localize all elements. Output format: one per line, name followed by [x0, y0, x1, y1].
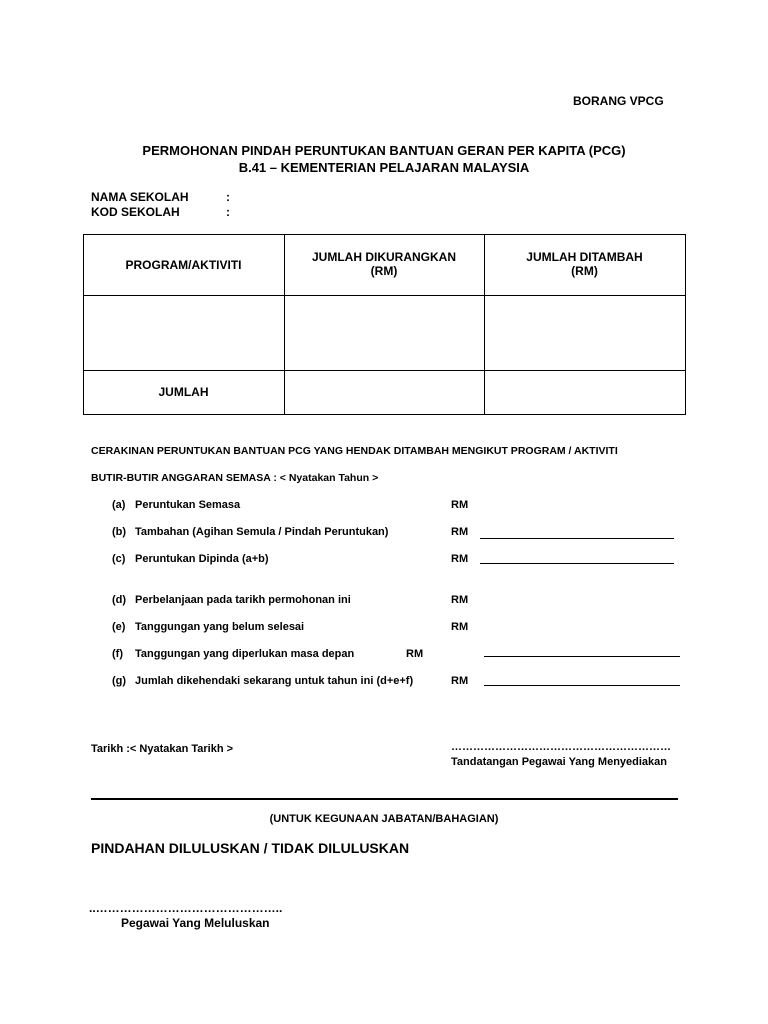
- item-amount-line: [480, 563, 674, 564]
- item-label: Peruntukan Dipinda (a+b): [135, 553, 269, 565]
- item-currency: RM: [451, 553, 469, 565]
- office-use-heading: (UNTUK KEGUNAAN JABATAN/BAHAGIAN): [269, 813, 499, 825]
- item-currency: RM: [451, 499, 469, 511]
- form-title-line2: B.41 – KEMENTERIAN PELAJARAN MALAYSIA: [238, 160, 530, 175]
- item-currency: RM: [451, 621, 469, 633]
- school-code-colon: :: [226, 205, 230, 219]
- header-reduced-line1: JUMLAH DIKURANGKAN: [312, 250, 456, 264]
- item-label: Tanggungan yang diperlukan masa depan: [135, 648, 355, 660]
- item-key: (g): [112, 675, 127, 687]
- item-key: (b): [112, 526, 127, 538]
- item-currency: RM: [451, 526, 469, 538]
- form-title-line1: PERMOHONAN PINDAH PERUNTUKAN BANTUAN GERAN PER KAPITA (PCG): [142, 143, 626, 158]
- school-name-colon: :: [226, 190, 230, 204]
- estimate-heading: BUTIR-BUTIR ANGGARAN SEMASA : < Nyatakan Tahun >: [91, 472, 379, 484]
- breakdown-heading: CERAKINAN PERUNTUKAN BANTUAN PCG YANG HENDAK DITAMBAH MENGIKUT PROGRAM / AKTIVITI: [91, 445, 618, 457]
- item-key: (c): [112, 553, 126, 565]
- header-added-line1: JUMLAH DITAMBAH: [526, 250, 643, 264]
- item-label: Perbelanjaan pada tarikh permohonan ini: [135, 594, 351, 606]
- item-amount-line: [480, 538, 674, 539]
- item-key: (a): [112, 499, 126, 511]
- date-label: Tarikh :< Nyatakan Tarikh >: [91, 743, 234, 755]
- item-key: (f): [112, 648, 123, 660]
- item-key: (d): [112, 594, 127, 606]
- header-added-line2: (RM): [571, 264, 598, 278]
- signature-line: ……………………………………………………: [451, 741, 671, 753]
- item-label: Jumlah dikehendaki sekarang untuk tahun ini (d+e+f): [135, 675, 414, 687]
- item-currency: RM: [451, 594, 469, 606]
- school-name-label: NAMA SEKOLAH: [91, 190, 189, 204]
- item-amount-line: [484, 656, 680, 657]
- item-label: Tanggungan yang belum selesai: [135, 621, 305, 633]
- signature-caption: Tandatangan Pegawai Yang Menyediakan: [451, 756, 667, 768]
- approver-caption: Pegawai Yang Meluluskan: [121, 916, 270, 930]
- header-program: PROGRAM/AKTIVITI: [125, 258, 242, 272]
- item-key: (e): [112, 621, 126, 633]
- header-reduced-line2: (RM): [370, 264, 398, 278]
- form-code: BORANG VPCG: [573, 94, 664, 108]
- section-divider: [91, 798, 678, 800]
- item-currency: RM: [451, 675, 469, 687]
- approval-text: PINDAHAN DILULUSKAN / TIDAK DILULUSKAN: [91, 840, 410, 856]
- item-amount-line: [484, 685, 680, 686]
- item-label: Peruntukan Semasa: [135, 499, 241, 511]
- allocation-table: [83, 234, 686, 415]
- school-code-label: KOD SEKOLAH: [91, 205, 180, 219]
- item-currency: RM: [406, 648, 424, 660]
- approver-signature-line: ..………………………………………..: [89, 901, 283, 915]
- total-label: JUMLAH: [158, 385, 209, 399]
- item-label: Tambahan (Agihan Semula / Pindah Peruntukan): [135, 526, 389, 538]
